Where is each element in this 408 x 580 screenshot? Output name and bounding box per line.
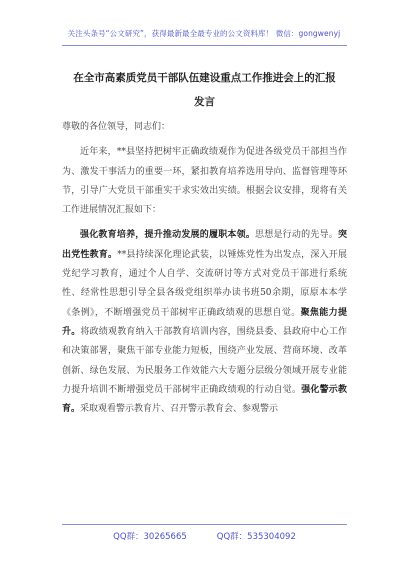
header-note: 关注头条号“公文研究”，获得最新最全最专业的公文资料库！ 微信：gongwenyj (67, 29, 341, 38)
section-1-sub-2: 聚焦能力提升。 (62, 307, 347, 337)
section-1-text-3: 将政绩观教育纳入干部教育培训内容，围绕县委、县政府中心工作和决策部署，聚焦干部专业能力短板，围绕产业发展、营商环境、改革创新、绿色发展、为民服务工作效能六大专题分层级分领域开展专业能力提升培训不断增强党员干部树牢正确政绩观的行动自觉。 (62, 326, 347, 395)
section-1-text-1: 思想是行动的先导。 (255, 230, 338, 241)
document-body (62, 118, 347, 419)
section-1-heading: 强化教育培养，提升推动发展的履职本领。 (80, 230, 256, 241)
footer-divider (62, 524, 347, 525)
document-title (62, 66, 347, 114)
section-1-text-2: **县持续深化理论武装，以锤炼党性为出发点，深入开展党纪学习教育，通过个人自学、交流研讨等方式对党员干部进行系统性、经常性思想引导全县各级党组织举办读书班50余期，原原本本学《条例》，不断增强党员干部树牢正确政绩观的思想自觉。 (62, 249, 347, 318)
section-1-text-4: 采取观看警示教育片、召开警示教育会、参观警示 (80, 404, 279, 415)
section-1-sub-1: 突出党性教育。 (62, 230, 347, 260)
footer-qq-group-2: QQ群：535304092 (216, 532, 296, 542)
section-1-sub-3: 强化警示教育。 (62, 384, 347, 415)
salutation: 尊敬的各位领导，同志们： (62, 122, 171, 132)
footer-qq-group-1: QQ群：30265665 (113, 532, 187, 542)
title-line-1: 在全市高素质党员干部队伍建设重点工作推进会上的汇报 (73, 72, 336, 84)
section-1-paragraph (62, 226, 347, 419)
title-line-2: 发言 (194, 96, 215, 108)
footer-contacts (62, 530, 347, 542)
intro-paragraph: 近年来，**县坚持把树牢正确政绩观作为促进各级党员干部担当作为、激发干事活力的重要一环，紧扣教育培养选用导向、监督管理等环节，引导广大党员干部重实干求实效出实绩。根据会议安排，现将有关工作进展情况汇报如下： (62, 147, 347, 216)
header-divider (62, 45, 347, 46)
